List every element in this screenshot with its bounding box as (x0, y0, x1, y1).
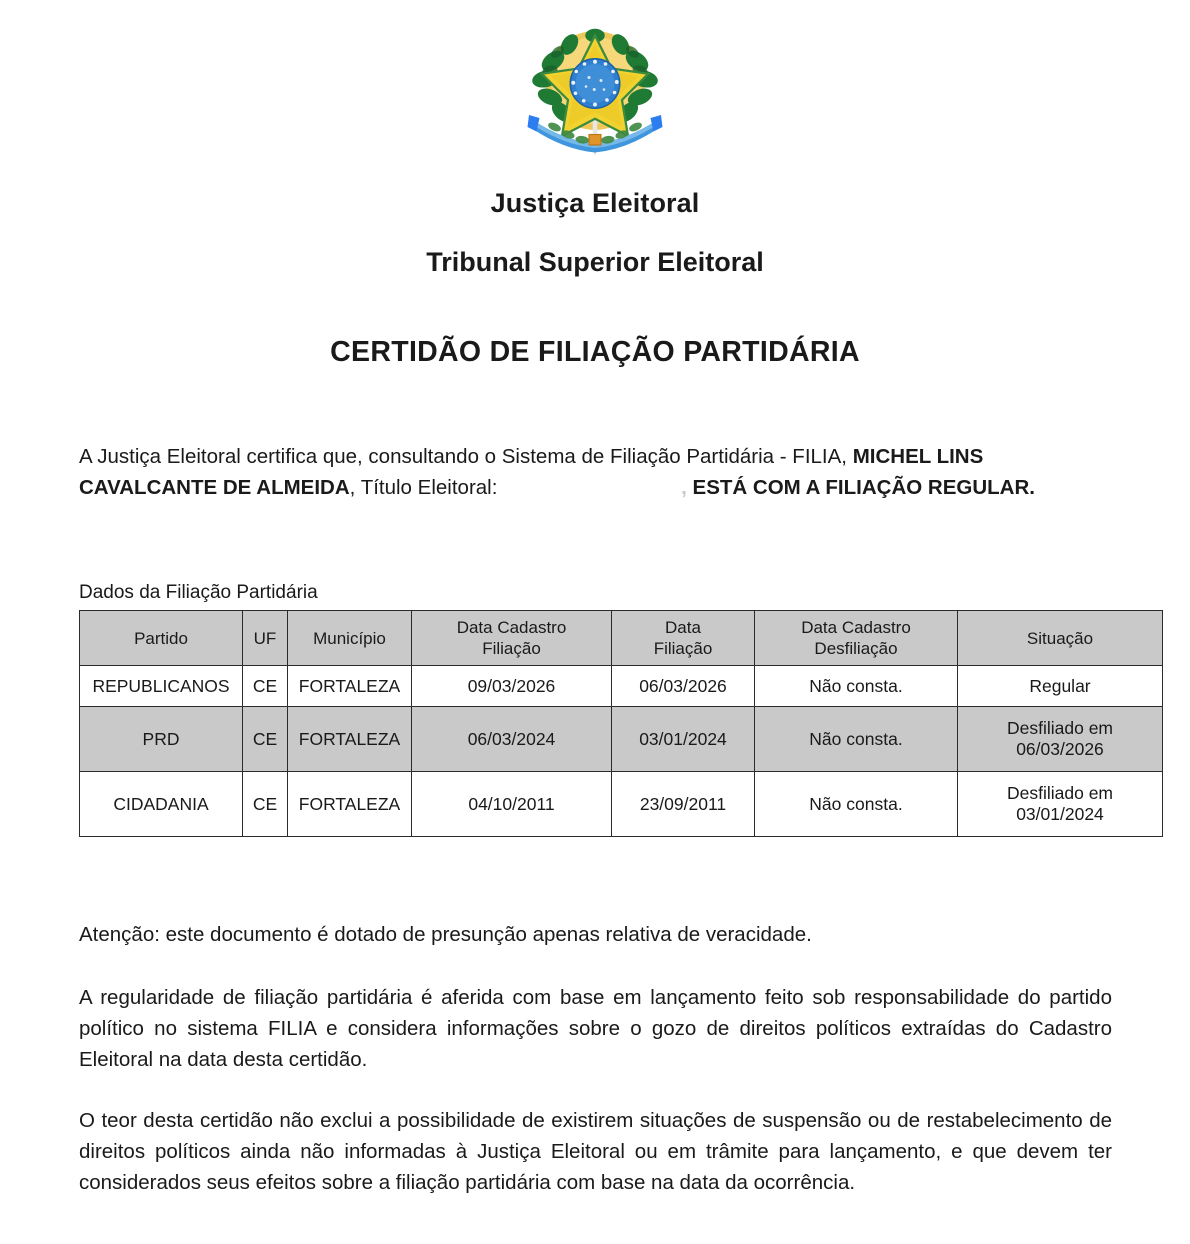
column-header-data-filiacao (612, 611, 755, 666)
table-caption: Dados da Filiação Partidária (79, 581, 318, 603)
column-header-data-cadastro-desfiliacao (755, 611, 958, 666)
table-row (80, 707, 1163, 772)
cell-data-filiacao: 06/03/2026 (612, 666, 755, 707)
column-header-situacao-line1: Situação (1026, 628, 1094, 648)
court-name: Tribunal Superior Eleitoral (426, 247, 764, 277)
cell-partido: REPUBLICANOS (80, 666, 243, 707)
certification-statement (79, 441, 1112, 503)
cell-data-cadastro-filiacao: 06/03/2024 (412, 707, 612, 772)
citizen-name: MICHEL LINS CAVALCANTE DE ALMEIDA (79, 444, 984, 499)
column-header-dcd-line2: Desfiliação (814, 639, 898, 659)
cell-municipio: FORTALEZA (288, 666, 412, 707)
table-row (80, 772, 1163, 837)
cell-partido: CIDADANIA (80, 772, 243, 837)
cell-partido: PRD (80, 707, 243, 772)
column-header-df-line2: Filiação (653, 639, 713, 659)
scope-note: O teor desta certidão não exclui a possibilidade de existirem situações de suspensão ou de restabelecimento de direitos políticos ainda não informadas à Justiça Eleitoral ou em trâmite para lançamento, e que devem ter considerados seus efeitos sobre a filiação partidária com base na data da ocorrência. (79, 1109, 1112, 1195)
warning-note: Atenção: este documento é dotado de presunção apenas relativa de veracidade. (79, 923, 812, 947)
cell-situacao-line2: 06/03/2026 (1016, 739, 1104, 760)
cell-uf: CE (243, 707, 288, 772)
cell-situacao-line1: Desfiliado em (1006, 718, 1114, 739)
cell-data-filiacao: 23/09/2011 (612, 772, 755, 837)
cell-data-cadastro-desfiliacao: Não consta. (755, 772, 958, 837)
page-title: CERTIDÃO DE FILIAÇÃO PARTIDÁRIA (330, 336, 860, 368)
cell-data-cadastro-filiacao: 09/03/2026 (412, 666, 612, 707)
table-row (80, 666, 1163, 707)
cell-situacao-line2: 03/01/2024 (1016, 804, 1104, 825)
filiation-status-phrase: ESTÁ COM A FILIAÇÃO REGULAR. (692, 475, 1035, 499)
column-header-partido (80, 611, 243, 666)
brazil-coat-of-arms-icon (520, 22, 670, 172)
cell-data-cadastro-filiacao: 04/10/2011 (412, 772, 612, 837)
column-header-partido-line1: Partido (134, 628, 188, 648)
cell-data-filiacao: 03/01/2024 (612, 707, 755, 772)
statement-separator: , (681, 475, 693, 499)
cell-municipio: FORTALEZA (288, 707, 412, 772)
statement-prefix: A Justiça Eleitoral certifica que, consultando o Sistema de Filiação Partidária - FILIA, (79, 444, 853, 468)
cell-situacao-line1: Regular (1029, 675, 1091, 696)
table-header-row (80, 611, 1163, 666)
organization-name: Justiça Eleitoral (490, 188, 700, 218)
column-header-municipio-line1: Município (313, 628, 386, 648)
voter-id-redaction (503, 477, 681, 496)
cell-data-cadastro-desfiliacao: Não consta. (755, 666, 958, 707)
cell-situacao (958, 666, 1163, 707)
crest-container (0, 0, 1190, 172)
column-header-municipio (288, 611, 412, 666)
cell-situacao-line1: Desfiliado em (1006, 783, 1114, 804)
column-header-uf (243, 611, 288, 666)
cell-uf: CE (243, 666, 288, 707)
cell-situacao (958, 772, 1163, 837)
cell-uf: CE (243, 772, 288, 837)
statement-voter-id-label: , Título Eleitoral: (349, 475, 504, 499)
regularity-note: A regularidade de filiação partidária é aferida com base em lançamento feito sob responsabilidade do partido político no sistema FILIA e considera informações sobre o gozo de direitos políticos extraídas do Cadastro Eleitoral na data desta certidão. (79, 986, 1112, 1072)
cell-situacao (958, 707, 1163, 772)
column-header-dcf-line2: Filiação (482, 639, 541, 659)
document-heading-block (0, 190, 1190, 367)
column-header-dcd-line1: Data Cadastro (801, 618, 911, 638)
column-header-situacao (958, 611, 1163, 666)
column-header-uf-line1: UF (253, 628, 277, 648)
cell-municipio: FORTALEZA (288, 772, 412, 837)
column-header-df-line1: Data (665, 618, 701, 638)
column-header-dcf-line1: Data Cadastro (456, 618, 567, 638)
cell-data-cadastro-desfiliacao: Não consta. (755, 707, 958, 772)
filiation-data-table (79, 610, 1163, 837)
column-header-data-cadastro-filiacao (412, 611, 612, 666)
